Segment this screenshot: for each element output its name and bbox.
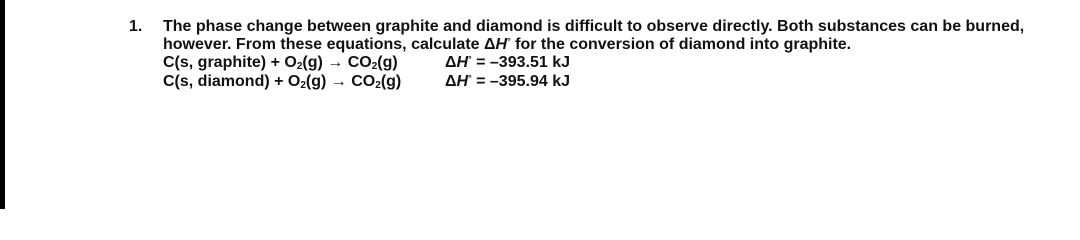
problem-text-line-1: The phase change between graphite and diamond is difficult to observe directly. Both substances can be burned, xyxy=(163,18,1025,35)
enthalpy-value: = –393.51 kJ xyxy=(471,54,570,71)
carbon-dioxide-subscript: 2 xyxy=(375,80,381,91)
carbon-dioxide-phase: (g) xyxy=(380,73,402,90)
problem-row xyxy=(129,18,1069,92)
carbon-dioxide-phase: (g) xyxy=(377,54,398,71)
problem-number: 1. xyxy=(129,18,143,35)
page-edge-bar xyxy=(0,0,5,209)
reaction-arrow: → xyxy=(322,54,348,71)
enthalpy-symbol: H xyxy=(456,54,469,71)
delta-symbol: Δ xyxy=(484,36,496,53)
delta-symbol: Δ xyxy=(445,73,457,90)
problem-text-line-2-start: however. From these equations, calculate xyxy=(163,36,484,53)
problem-1 xyxy=(129,18,1069,92)
oxygen-phase: (g) xyxy=(302,54,323,71)
oxygen-subscript: 2 xyxy=(300,80,306,91)
standard-state-symbol: ° xyxy=(468,73,472,83)
carbon-dioxide-subscript: 2 xyxy=(371,61,378,72)
delta-h-symbol xyxy=(445,73,472,90)
enthalpy-symbol: H xyxy=(495,36,508,53)
reactant-oxygen: O xyxy=(287,73,301,90)
equation-diamond xyxy=(163,73,1069,92)
equation-graphite xyxy=(163,54,1069,73)
delta-h-symbol xyxy=(445,54,472,71)
product-carbon-dioxide: CO xyxy=(347,54,372,71)
reactant-carbon-graphite: C(s, graphite) xyxy=(163,54,267,71)
product-carbon-dioxide: CO xyxy=(351,73,376,90)
oxygen-subscript: 2 xyxy=(296,61,303,72)
reactant-oxygen: O xyxy=(284,54,297,71)
standard-state-symbol: ° xyxy=(507,36,511,46)
reactant-carbon-diamond: C(s, diamond) xyxy=(163,73,270,90)
equation-diamond-reaction xyxy=(163,73,445,92)
problem-text-line-2-end: for the conversion of diamond into graphite. xyxy=(510,36,852,53)
problem-body xyxy=(163,18,1069,92)
oxygen-phase: (g) xyxy=(305,73,327,90)
delta-h-symbol xyxy=(484,36,511,53)
enthalpy-symbol: H xyxy=(456,73,469,90)
plus-sign: + xyxy=(266,54,285,71)
plus-sign: + xyxy=(269,73,288,90)
equation-diamond-enthalpy xyxy=(445,73,570,92)
equation-graphite-enthalpy xyxy=(445,54,570,73)
equation-graphite-reaction xyxy=(163,54,445,73)
delta-symbol: Δ xyxy=(445,54,457,71)
enthalpy-value: = –395.94 kJ xyxy=(471,73,570,90)
problem-text-line-2 xyxy=(163,36,1069,54)
standard-state-symbol: ° xyxy=(468,54,472,64)
reaction-arrow: → xyxy=(326,73,352,90)
